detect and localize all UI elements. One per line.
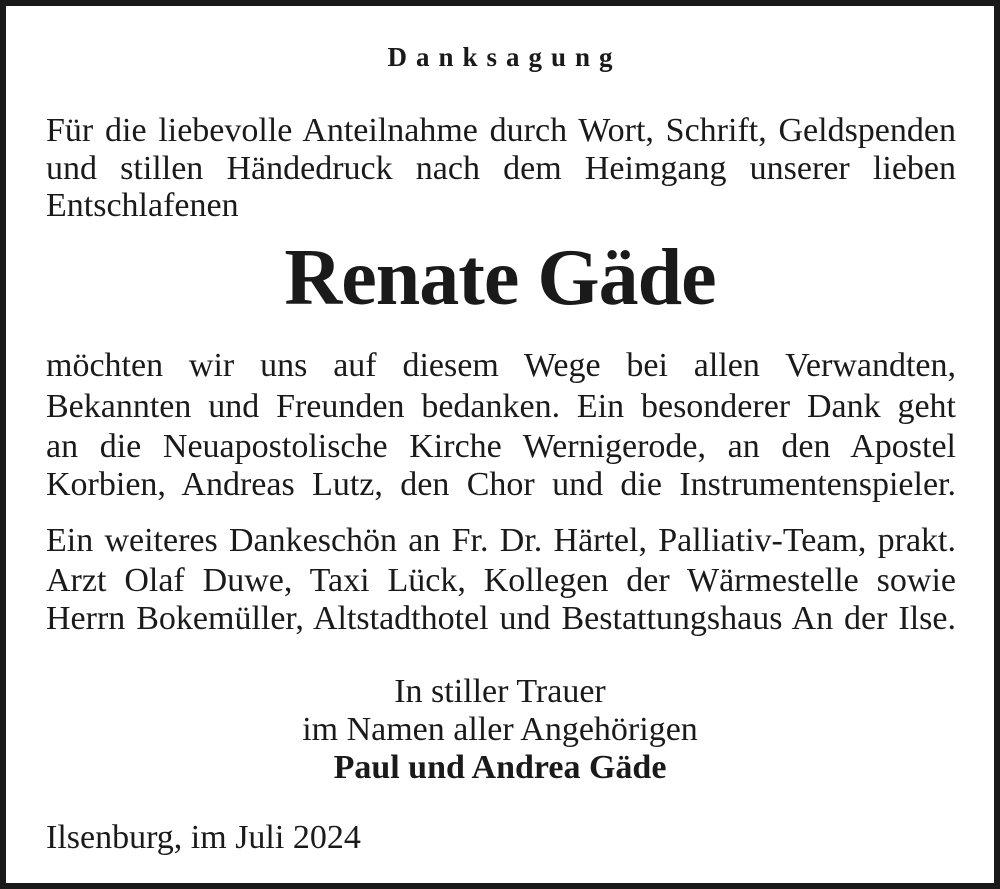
paragraph2-line-2: Arzt Olaf Duwe, Taxi Lück, Kollegen der Wärmestelle sowie bbox=[46, 562, 956, 599]
paragraph1-line-3: an die Neuapostolische Kirche Wernigerode, an den Apostel bbox=[46, 428, 956, 465]
paragraph1-line-1: möchten wir uns auf diesem Wege bei allen Verwandten, bbox=[46, 347, 956, 384]
deceased-name: Renate Gäde bbox=[284, 234, 716, 322]
notice-heading: Danksagung bbox=[387, 42, 622, 72]
paragraph1-line-4: Korbien, Andreas Lutz, den Chor und die Instrumentenspieler. bbox=[46, 466, 956, 503]
paragraph1-line-2: Bekannten und Freunden bedanken. Ein besonderer Dank geht bbox=[46, 388, 956, 425]
closing-line-1: In stiller Trauer bbox=[394, 673, 606, 710]
intro-line-2: und stillen Händedruck nach dem Heimgang unserer lieben bbox=[46, 150, 956, 187]
intro-line-1: Für die liebevolle Anteilnahme durch Wort, Schrift, Geldspenden bbox=[46, 112, 956, 149]
intro-line-3: Entschlafenen bbox=[46, 187, 239, 224]
paragraph2-line-3: Herrn Bokemüller, Altstadthotel und Bestattungshaus An der Ilse. bbox=[46, 600, 956, 637]
signatories: Paul und Andrea Gäde bbox=[333, 749, 667, 786]
place-date: Ilsenburg, im Juli 2024 bbox=[46, 819, 361, 856]
paragraph2-line-1: Ein weiteres Dankeschön an Fr. Dr. Härtel, Palliativ-Team, prakt. bbox=[46, 522, 956, 559]
closing-line-2: im Namen aller Angehörigen bbox=[302, 711, 698, 748]
